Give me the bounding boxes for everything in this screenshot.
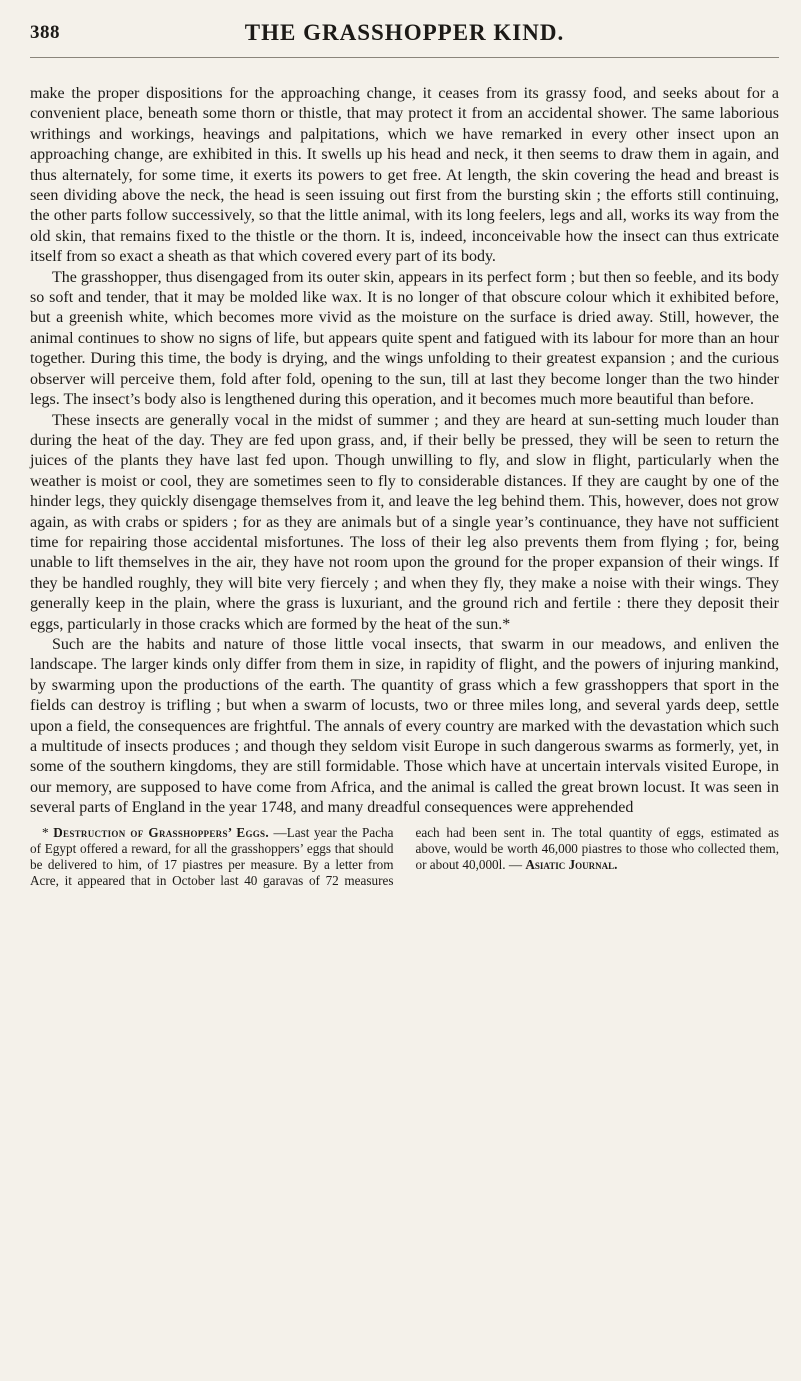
paragraph-4: Such are the habits and nature of those little vocal insects, that swarm in our meadows, and enliven the landscape. The larger kinds only differ from them in size, in rapidity of flight, and the powers of injuring mankind, by swarming upon the productions of the earth. The quantity of grass which a few grasshoppers that sport in the fields can destroy is trifling ; but when a swarm of locusts, two or three miles long, and several yards deep, settle upon a field, the consequences are frightful. The annals of every country are marked with the devastation which such a multitude of insects produces ; and though they seldom visit Europe in such dangerous swarms as formerly, yet, in some of the southern kingdoms, they are still formidable. Those which have at uncertain intervals visited Europe, in our memory, are supposed to have come from Africa, and the animal is called the great brown locust. It was seen in several parts of England in the year 1748, and many dreadful consequences were apprehended <box>30 635 779 817</box>
running-title: THE GRASSHOPPER KIND. <box>244 20 565 45</box>
footnote-marker: * <box>42 824 54 840</box>
header-rule <box>30 57 779 58</box>
paragraph-3: These insects are generally vocal in the midst of summer ; and they are heard at sun-setting much louder than during the heat of the day. They are fed upon grass, and, if their belly be pressed, they will be seen to return the juices of the plants they have last fed upon. Though unwilling to fly, and slow in flight, particularly when the weather is moist or cool, they are sometimes seen to fly to considerable distances. If they are caught by one of the hinder legs, they quickly disengage themselves from it, and leave the leg behind them. This, however, does not grow again, as with crabs or spiders ; for as they are animals but of a single year’s continuance, they have not sufficient time for repairing those accidental misfortunes. The loss of their leg also prevents them from flying ; for, being unable to lift themselves in the air, they have not room upon the ground for the proper expansion of their wings. If they be handled roughly, they will bite very fiercely ; and when they fly, they make a noise with their wings. They generally keep in the plain, where the grass is luxuriant, and the ground rich and fertile : there they deposit their eggs, particularly in those cracks which are formed by the heat of the sun.* <box>30 411 779 633</box>
page-header <box>30 16 779 56</box>
body-text <box>30 84 779 819</box>
paragraph-2: The grasshopper, thus disengaged from its outer skin, appears in its perfect form ; but then so feeble, and its body so soft and tender, that it may be molded like wax. It is no longer of that obscure colour which it exhibited before, but a greenish white, which becomes more vivid as the moisture on the surface is dried away. Still, however, the animal continues to show no signs of life, but appears quite spent and fatigued with its labour for more than an hour together. During this time, the body is drying, and the wings unfolding to their greatest expansion ; and the curious observer will perceive them, fold after fold, opening to the sun, till at last they become longer than the two hinder legs. The insect’s body also is lengthened during this operation, and it becomes much more beautiful than before. <box>30 268 779 409</box>
footnote-source: Asiatic Journal. <box>525 857 618 873</box>
paragraph-1: make the proper dispositions for the approaching change, it ceases from its grassy food, and seeks about for a convenient place, beneath some thorn or thistle, that may protect it from an accidental shower. The same laborious writhings and workings, heavings and palpitations, which we have remarked in every other insect upon an approaching change, are exhibited in this. It swells up his head and neck, it then seems to draw them in again, and thus alternately, for some time, it exerts its powers to get free. At length, the skin covering the head and breast is seen dividing above the neck, the head is seen issuing out first from the bursting skin ; the efforts still continuing, the other parts follow successively, so that the little animal, with its long feelers, legs and all, works its way from the old skin, that remains fixed to the thistle or the thorn. It is, indeed, inconceivable how the insect can thus extricate itself from so exact a sheath as that which covered every part of its body. <box>30 85 779 266</box>
page-number: 388 <box>30 22 60 43</box>
footnote-text: —Last year the Pacha of Egypt offered a reward, for all the grasshoppers’ eggs that should be delivered to him, of 17 piastres per measure. By a letter from Acre, it appeared that in October last 40 garavas of 72 measures each had been sent in. The total quantity of eggs, estimated as above, would be worth 46,000 piastres to those who collected them, or about 40,000l. — <box>30 824 779 889</box>
footnote-paragraph <box>30 825 779 890</box>
footnote <box>30 825 779 890</box>
footnote-heading: Destruction of Grasshoppers’ Eggs. <box>53 824 269 840</box>
